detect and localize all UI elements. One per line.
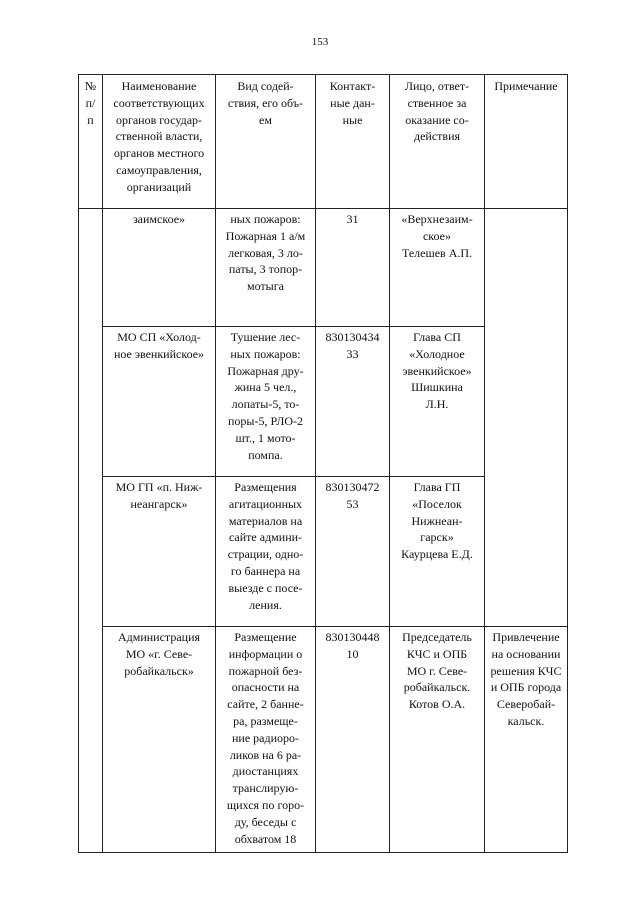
assistance-table bbox=[78, 74, 568, 853]
cell-responsible: «Верхнезаим- ское» Телешев А.П. bbox=[390, 209, 485, 327]
header-organization: Наименование соответствующих органов государ- ственной власти, органов местного самоуправления, организаций bbox=[103, 75, 216, 209]
cell-note bbox=[485, 209, 568, 627]
cell-assistance: ных пожаров: Пожарная 1 а/м легковая, 3 ло- паты, 3 топор- мотыга bbox=[216, 209, 316, 327]
table-header-row bbox=[79, 75, 568, 209]
header-responsible: Лицо, ответ- ственное за оказание со- действия bbox=[390, 75, 485, 209]
cell-responsible: Председатель КЧС и ОПБ МО г. Севе- робайкальск. Котов О.А. bbox=[390, 627, 485, 853]
table-row bbox=[79, 209, 568, 327]
header-number: № п/ п bbox=[79, 75, 103, 209]
cell-contact: 830130448 10 bbox=[316, 627, 390, 853]
cell-organization: заимское» bbox=[103, 209, 216, 327]
cell-contact: 830130434 33 bbox=[316, 327, 390, 477]
cell-assistance: Размещение информации о пожарной без- опасности на сайте, 2 банне- ра, размеще- ние радиоро- ликов на 6 ра- диостанциях транслирую- щихся по горо- ду, беседы с обхватом 18 bbox=[216, 627, 316, 853]
cell-contact: 830130472 53 bbox=[316, 477, 390, 627]
table-row bbox=[79, 627, 568, 853]
cell-organization: Администрация МО «г. Севе- робайкальск» bbox=[103, 627, 216, 853]
header-contact: Контакт- ные дан- ные bbox=[316, 75, 390, 209]
header-note: Примечание bbox=[485, 75, 568, 209]
cell-number bbox=[79, 209, 103, 853]
cell-assistance: Тушение лес- ных пожаров: Пожарная дру- жина 5 чел., лопаты-5, то- поры-5, РЛО-2 шт., 1 мото- помпа. bbox=[216, 327, 316, 477]
cell-responsible: Глава СП «Холодное эвенкийское» Шишкина Л.Н. bbox=[390, 327, 485, 477]
cell-organization: МО СП «Холод- ное эвенкийское» bbox=[103, 327, 216, 477]
page-number: 153 bbox=[311, 36, 329, 48]
cell-note: Привлечение на основании решения КЧС и ОПБ города Северобай- кальск. bbox=[485, 627, 568, 853]
header-assistance: Вид содей- ствия, его объ- ем bbox=[216, 75, 316, 209]
cell-responsible: Глава ГП «Поселок Нижнеан- гарск» Каурцева Е.Д. bbox=[390, 477, 485, 627]
cell-contact: 31 bbox=[316, 209, 390, 327]
cell-assistance: Размещения агитационных материалов на сайте админи- страции, одно- го баннера на выезде с посе- ления. bbox=[216, 477, 316, 627]
cell-organization: МО ГП «п. Ниж- неангарск» bbox=[103, 477, 216, 627]
